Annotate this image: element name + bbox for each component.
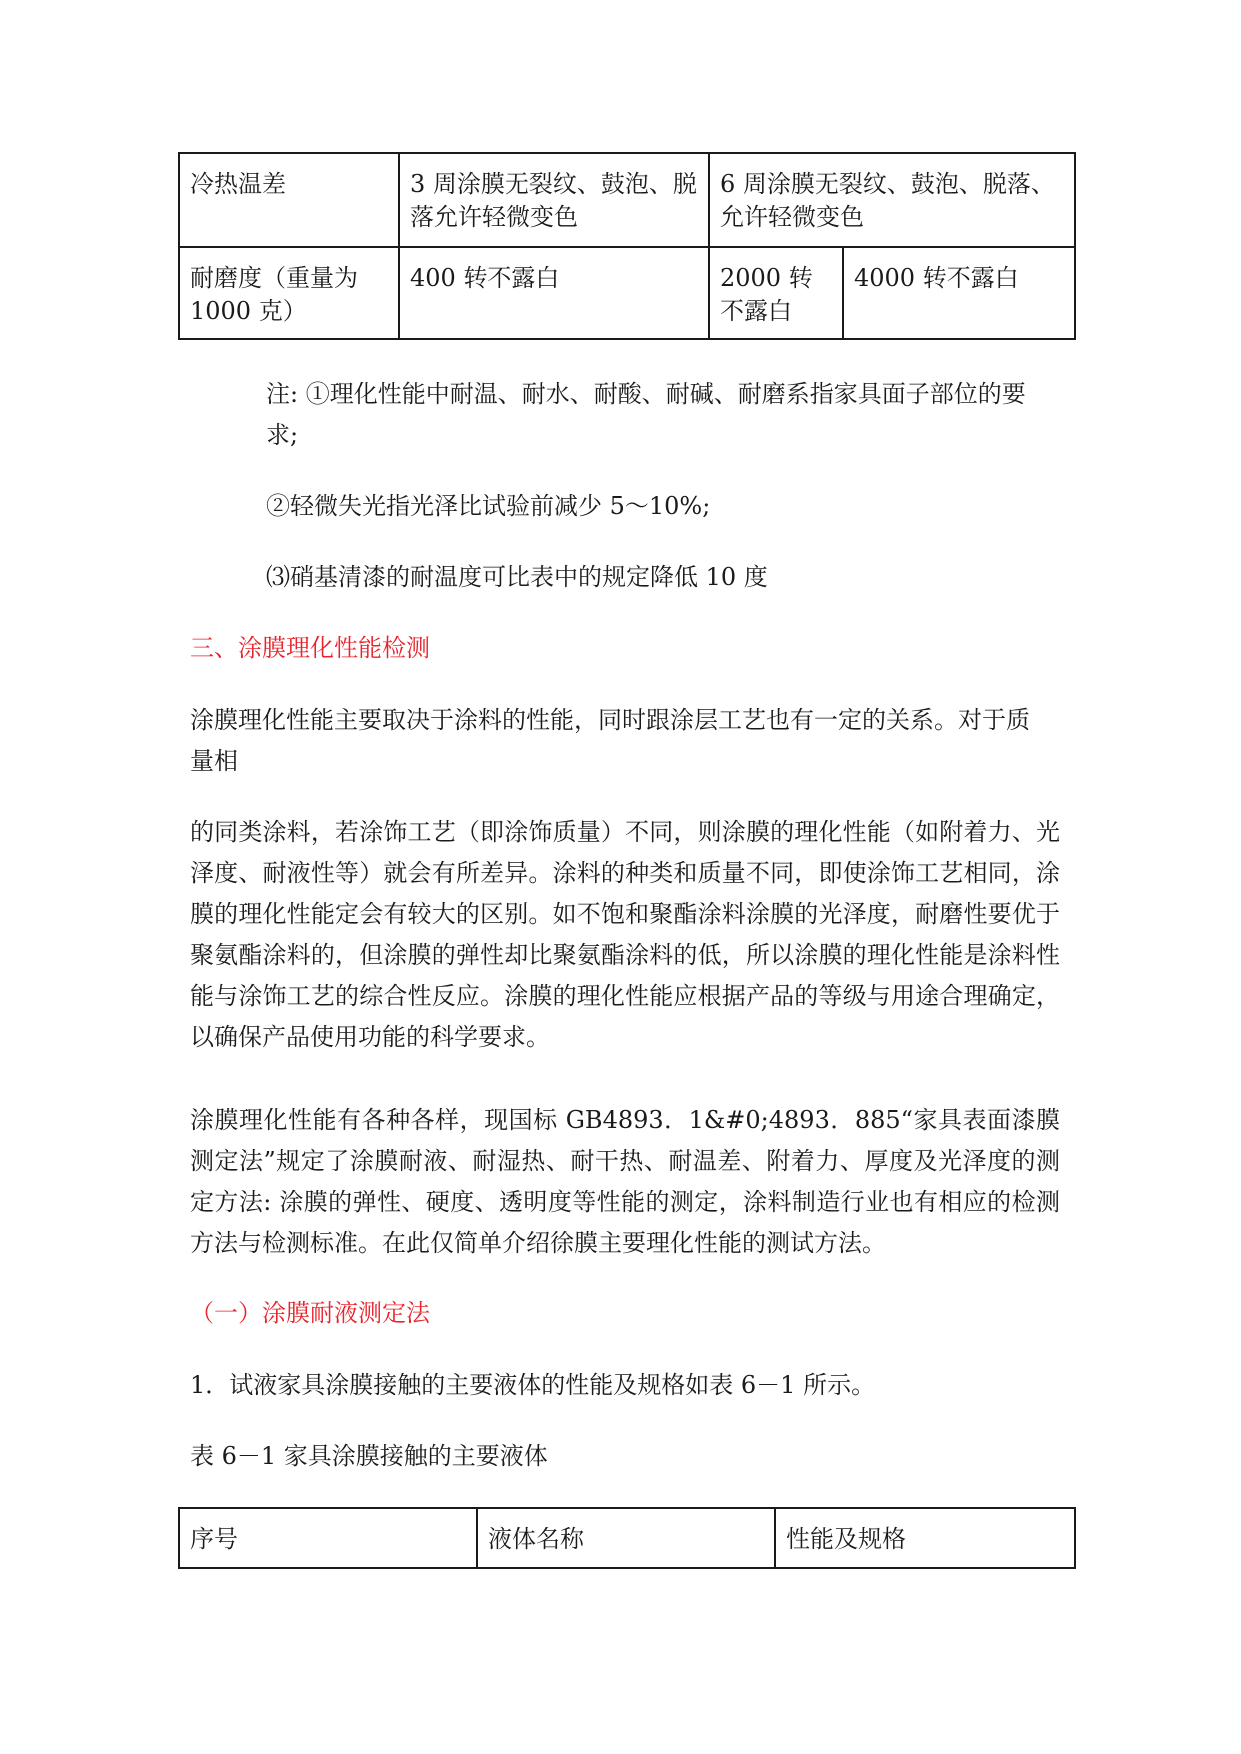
- note-3: ⑶硝基清漆的耐温度可比表中的规定降低 10 度: [266, 563, 768, 591]
- table-header-row: [179, 1508, 1075, 1568]
- table-cell: 冷热温差: [179, 153, 399, 247]
- table-header-cell: 液体名称: [477, 1508, 775, 1568]
- table-row: [179, 153, 1075, 247]
- table-caption: 表 6－1 家具涂膜接触的主要液体: [190, 1442, 548, 1470]
- table-cell: 4000 转不露白: [843, 247, 1075, 339]
- paragraph-1-line-2: 量相: [190, 747, 238, 775]
- table-cell: 2000 转不露白: [709, 247, 843, 339]
- list-item-1: 1．试液家具涂膜接触的主要液体的性能及规格如表 6－1 所示。: [190, 1371, 876, 1399]
- subsection-heading: （一）涂膜耐液测定法: [190, 1299, 430, 1327]
- table-header-cell: 性能及规格: [775, 1508, 1075, 1568]
- note-2: ②轻微失光指光泽比试验前减少 5～10%;: [266, 492, 711, 520]
- table-cell: 400 转不露白: [399, 247, 709, 339]
- table-row: [179, 247, 1075, 339]
- paragraph-2: 的同类涂料，若涂饰工艺（即涂饰质量）不同，则涂膜的理化性能（如附着力、光泽度、耐液性等）就会有所差异。涂料的种类和质量不同，即使涂饰工艺相同，涂膜的理化性能定会有较大的区别。如不饱和聚酯涂料涂膜的光泽度，耐磨性要优于聚氨酯涂料的，但涂膜的弹性却比聚氨酯涂料的低，所以涂膜的理化性能是涂料性能与涂饰工艺的综合性反应。涂膜的理化性能应根据产品的等级与用途合理确定，以确保产品使用功能的科学要求。: [190, 818, 1060, 1051]
- paragraph-1-line-1: 涂膜理化性能主要取决于涂料的性能，同时跟涂层工艺也有一定的关系。对于质: [190, 706, 1030, 734]
- table-header-cell: 序号: [179, 1508, 477, 1568]
- paragraph-3: 涂膜理化性能有各种各样，现国标 GB4893．1&#0;4893．885“家具表面漆膜测定法”规定了涂膜耐液、耐湿热、耐干热、耐温差、附着力、厚度及光泽度的测定方法: 涂膜的弹性、硬度、透明度等性能的测定，涂料制造行业也有相应的检测方法与检测标准。在此仅简单介绍徐膜主要理化性能的测试方法。: [190, 1106, 1060, 1257]
- table-cell: 耐磨度（重量为 1000 克）: [179, 247, 399, 339]
- liquids-table: [178, 1507, 1076, 1569]
- table-cell: 3 周涂膜无裂纹、鼓泡、脱落允许轻微变色: [399, 153, 709, 247]
- note-1-line-1: 注: ①理化性能中耐温、耐水、耐酸、耐碱、耐磨系指家具面子部位的要: [266, 380, 1026, 408]
- table-cell: 6 周涂膜无裂纹、鼓泡、脱落、允许轻微变色: [709, 153, 1075, 247]
- section-heading: 三、涂膜理化性能检测: [190, 634, 430, 662]
- performance-table: [178, 152, 1076, 340]
- note-1-line-2: 求;: [266, 421, 299, 449]
